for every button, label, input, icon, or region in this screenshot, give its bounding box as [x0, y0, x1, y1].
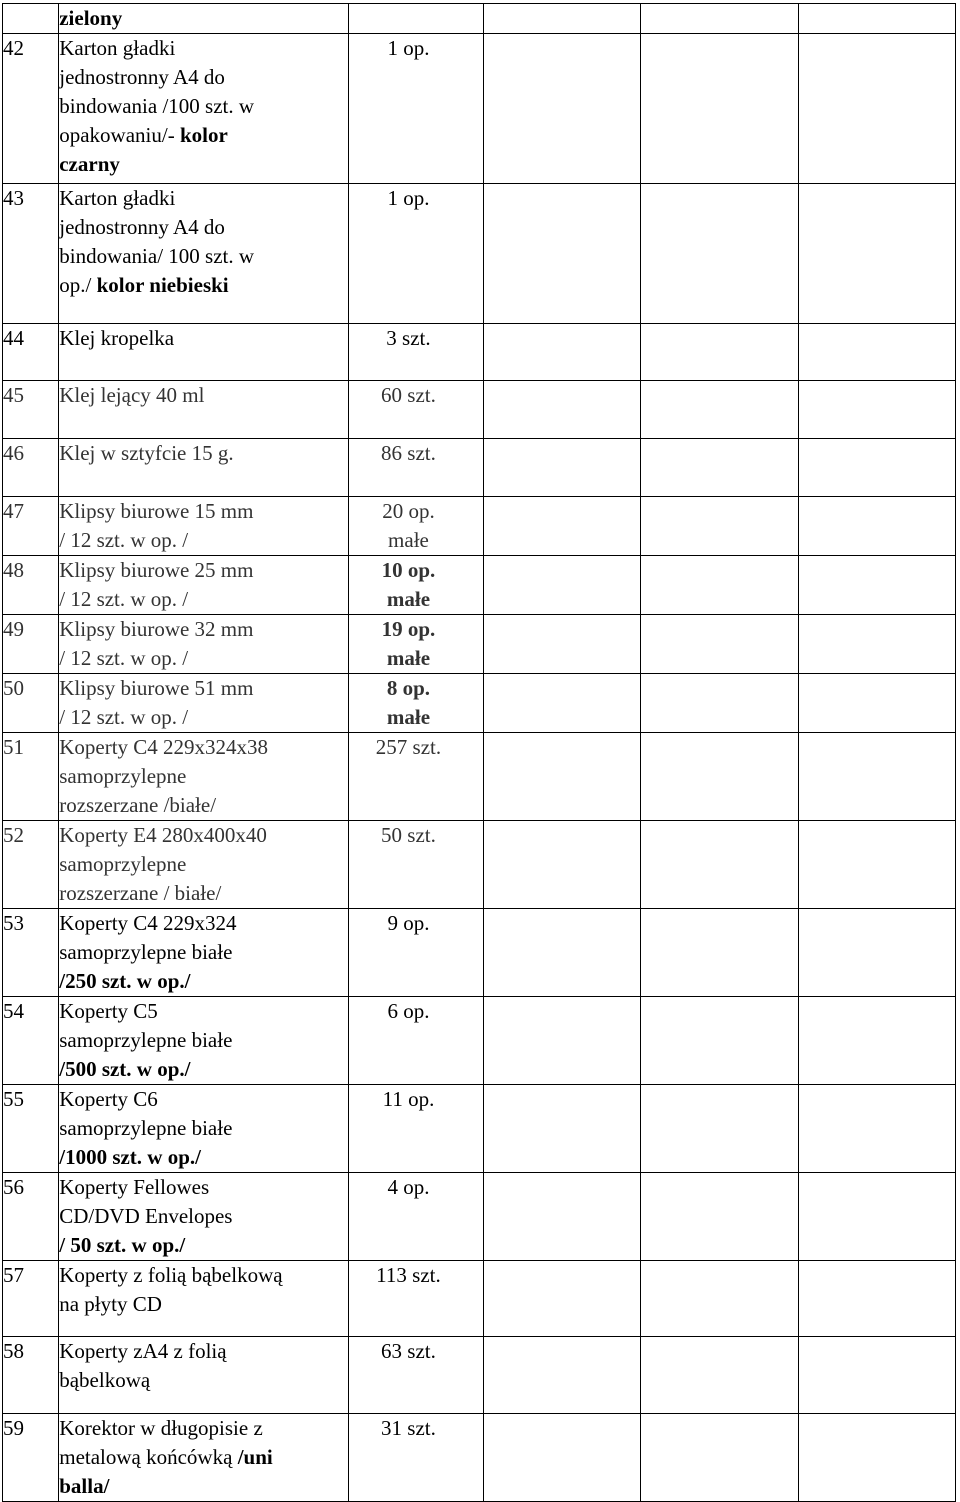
empty-cell — [484, 184, 641, 324]
quantity-line: 63 szt. — [381, 1339, 436, 1363]
item-name-line: / 12 szt. w op. / — [59, 587, 189, 611]
item-name-cell — [59, 909, 349, 997]
quantity-line: 60 szt. — [381, 383, 436, 407]
item-name-cell — [59, 497, 349, 556]
item-name-line: rozszerzane / białe/ — [59, 881, 222, 905]
item-name-line: Koperty E4 280x400x40 — [59, 823, 267, 847]
table-row — [3, 1414, 956, 1502]
row-number-cell — [3, 997, 59, 1085]
row-number-cell — [3, 381, 59, 439]
empty-cell — [484, 439, 641, 497]
item-name-cell — [59, 674, 349, 733]
empty-cell — [641, 821, 798, 909]
item-name-line: samoprzylepne — [59, 764, 187, 788]
item-name-line: op./ kolor niebieski — [59, 273, 229, 297]
empty-cell — [484, 556, 641, 615]
empty-cell — [641, 674, 798, 733]
table-row — [3, 556, 956, 615]
empty-cell — [798, 439, 955, 497]
empty-cell — [798, 821, 955, 909]
item-name-line: / 50 szt. w op./ — [59, 1233, 186, 1257]
item-name-cell — [59, 997, 349, 1085]
quantity-cell — [348, 1261, 483, 1337]
item-name-line: Klej lejący 40 ml — [59, 383, 205, 407]
table-row — [3, 909, 956, 997]
quantity-cell — [348, 4, 483, 34]
item-name-cell — [59, 556, 349, 615]
item-name-line: samoprzylepne białe — [59, 1028, 233, 1052]
quantity-line: małe — [386, 646, 431, 670]
empty-cell — [484, 1337, 641, 1414]
quantity-line: 86 szt. — [381, 441, 436, 465]
row-number-cell — [3, 497, 59, 556]
quantity-cell — [348, 909, 483, 997]
table-row — [3, 1173, 956, 1261]
table-row — [3, 733, 956, 821]
row-number-cell — [3, 1261, 59, 1337]
quantity-line: 11 op. — [382, 1087, 435, 1111]
quantity-line: 257 szt. — [375, 735, 442, 759]
row-number-cell — [3, 733, 59, 821]
item-name-line: opakowaniu/- kolor — [59, 123, 228, 147]
empty-cell — [798, 381, 955, 439]
item-name-line: jednostronny A4 do — [59, 65, 225, 89]
table-row — [3, 615, 956, 674]
item-name-line: /500 szt. w op./ — [59, 1057, 191, 1081]
empty-cell — [641, 909, 798, 997]
empty-cell — [798, 4, 955, 34]
item-name-line: samoprzylepne białe — [59, 1116, 233, 1140]
empty-cell — [641, 4, 798, 34]
row-number: 42 — [3, 36, 24, 60]
item-name-line: / 12 szt. w op. / — [59, 528, 189, 552]
item-name-cell — [59, 1414, 349, 1502]
row-number: 50 — [3, 676, 24, 700]
row-number: 59 — [3, 1416, 24, 1440]
quantity-cell — [348, 34, 483, 184]
quantity-cell — [348, 1414, 483, 1502]
row-number: 43 — [3, 186, 24, 210]
item-name-cell — [59, 1261, 349, 1337]
item-name-line: metalową końcówką /uni — [59, 1445, 273, 1469]
row-number-cell — [3, 1085, 59, 1173]
quantity-line: małe — [386, 705, 431, 729]
table-row — [3, 674, 956, 733]
item-name-line: Koperty C4 229x324x38 — [59, 735, 269, 759]
item-name-line: rozszerzane /białe/ — [59, 793, 217, 817]
empty-cell — [484, 324, 641, 381]
item-name-cell — [59, 1085, 349, 1173]
row-number-cell — [3, 4, 59, 34]
empty-cell — [641, 997, 798, 1085]
item-name-line: Klej w sztyfcie 15 g. — [59, 441, 234, 465]
row-number: 54 — [3, 999, 24, 1023]
quantity-cell — [348, 1337, 483, 1414]
quantity-cell — [348, 439, 483, 497]
item-name-line: Koperty z folią bąbelkową — [59, 1263, 283, 1287]
empty-cell — [641, 34, 798, 184]
quantity-line: 113 szt. — [376, 1263, 441, 1287]
item-name-line: CD/DVD Envelopes — [59, 1204, 233, 1228]
empty-cell — [798, 184, 955, 324]
quantity-line: małe — [388, 528, 429, 552]
empty-cell — [641, 1337, 798, 1414]
quantity-cell — [348, 1173, 483, 1261]
row-number: 48 — [3, 558, 24, 582]
empty-cell — [798, 1337, 955, 1414]
empty-cell — [641, 556, 798, 615]
row-number: 55 — [3, 1087, 24, 1111]
empty-cell — [484, 615, 641, 674]
empty-cell — [484, 1173, 641, 1261]
quantity-cell — [348, 556, 483, 615]
row-number-cell — [3, 909, 59, 997]
empty-cell — [641, 615, 798, 674]
table-row — [3, 1261, 956, 1337]
row-number-cell — [3, 324, 59, 381]
row-number-cell — [3, 821, 59, 909]
table-row — [3, 1085, 956, 1173]
item-name-line: Klipsy biurowe 32 mm — [59, 617, 254, 641]
quantity-cell — [348, 821, 483, 909]
item-name-cell — [59, 439, 349, 497]
quantity-line: 8 op. — [386, 676, 431, 700]
item-name-line: Koperty C6 — [59, 1087, 158, 1111]
item-name-line: balla/ — [59, 1474, 110, 1498]
item-name-cell — [59, 4, 349, 34]
row-number: 46 — [3, 441, 24, 465]
empty-cell — [798, 34, 955, 184]
item-name-line: czarny — [59, 152, 120, 176]
quantity-line: 31 szt. — [381, 1416, 436, 1440]
quantity-line: 1 op. — [387, 36, 430, 60]
item-name-cell — [59, 615, 349, 674]
quantity-line: 9 op. — [387, 911, 430, 935]
empty-cell — [798, 909, 955, 997]
table-row — [3, 381, 956, 439]
table-row — [3, 4, 956, 34]
table-row — [3, 439, 956, 497]
row-number-cell — [3, 674, 59, 733]
quantity-line: 1 op. — [387, 186, 430, 210]
items-table — [2, 3, 956, 1502]
row-number: 53 — [3, 911, 24, 935]
empty-cell — [798, 1414, 955, 1502]
item-name-cell — [59, 733, 349, 821]
empty-cell — [798, 556, 955, 615]
quantity-cell — [348, 733, 483, 821]
empty-cell — [641, 184, 798, 324]
empty-cell — [798, 1085, 955, 1173]
table-row — [3, 184, 956, 324]
row-number-cell — [3, 1173, 59, 1261]
row-number: 57 — [3, 1263, 24, 1287]
row-number-cell — [3, 556, 59, 615]
item-name-line: Karton gładki — [59, 186, 176, 210]
item-name-line: bąbelkową — [59, 1368, 151, 1392]
row-number-cell — [3, 615, 59, 674]
item-name-line: Karton gładki — [59, 36, 176, 60]
table-row — [3, 1337, 956, 1414]
empty-cell — [484, 497, 641, 556]
quantity-line: 3 szt. — [386, 326, 431, 350]
item-name-cell — [59, 184, 349, 324]
item-name-line: samoprzylepne — [59, 852, 187, 876]
empty-cell — [798, 1261, 955, 1337]
empty-cell — [641, 1414, 798, 1502]
empty-cell — [484, 674, 641, 733]
row-number: 47 — [3, 499, 24, 523]
row-number-cell — [3, 1337, 59, 1414]
table-row — [3, 34, 956, 184]
empty-cell — [641, 1085, 798, 1173]
quantity-cell — [348, 497, 483, 556]
empty-cell — [641, 381, 798, 439]
table-row — [3, 997, 956, 1085]
item-name-line: Korektor w długopisie z — [59, 1416, 263, 1440]
item-name-line: jednostronny A4 do — [59, 215, 225, 239]
row-number: 49 — [3, 617, 24, 641]
empty-cell — [641, 1261, 798, 1337]
row-number-cell — [3, 439, 59, 497]
empty-cell — [641, 1173, 798, 1261]
empty-cell — [641, 733, 798, 821]
row-number-cell — [3, 184, 59, 324]
empty-cell — [798, 733, 955, 821]
item-name-line: samoprzylepne białe — [59, 940, 233, 964]
item-name-cell — [59, 821, 349, 909]
empty-cell — [484, 821, 641, 909]
empty-cell — [484, 34, 641, 184]
empty-cell — [798, 324, 955, 381]
quantity-line: 6 op. — [387, 999, 430, 1023]
empty-cell — [484, 1085, 641, 1173]
item-name-line: /1000 szt. w op./ — [59, 1145, 201, 1169]
item-name-cell — [59, 1337, 349, 1414]
item-name-line: bindowania /100 szt. w — [59, 94, 255, 118]
item-name-cell — [59, 324, 349, 381]
item-name-line: / 12 szt. w op. / — [59, 705, 189, 729]
quantity-cell — [348, 1085, 483, 1173]
item-name-line: / 12 szt. w op. / — [59, 646, 189, 670]
table-row — [3, 821, 956, 909]
item-name-line: Koperty C5 — [59, 999, 158, 1023]
empty-cell — [641, 439, 798, 497]
empty-cell — [641, 497, 798, 556]
empty-cell — [798, 497, 955, 556]
row-number-cell — [3, 34, 59, 184]
empty-cell — [484, 733, 641, 821]
empty-cell — [798, 615, 955, 674]
row-number: 44 — [3, 326, 24, 350]
item-name-line: Klipsy biurowe 25 mm — [59, 558, 254, 582]
quantity-line: 20 op. — [382, 499, 435, 523]
quantity-cell — [348, 324, 483, 381]
quantity-line: 50 szt. — [381, 823, 436, 847]
empty-cell — [484, 997, 641, 1085]
empty-cell — [484, 381, 641, 439]
item-name-line: /250 szt. w op./ — [59, 969, 191, 993]
empty-cell — [798, 1173, 955, 1261]
quantity-cell — [348, 674, 483, 733]
item-name-cell — [59, 1173, 349, 1261]
quantity-cell — [348, 997, 483, 1085]
empty-cell — [484, 1414, 641, 1502]
empty-cell — [798, 674, 955, 733]
empty-cell — [641, 324, 798, 381]
quantity-cell — [348, 615, 483, 674]
item-name-line: Klipsy biurowe 15 mm — [59, 499, 254, 523]
empty-cell — [484, 4, 641, 34]
item-name-line: bindowania/ 100 szt. w — [59, 244, 255, 268]
quantity-line: małe — [386, 587, 431, 611]
item-name-line: Klej kropelka — [59, 326, 175, 350]
row-number-cell — [3, 1414, 59, 1502]
table-row — [3, 324, 956, 381]
item-name-line: Klipsy biurowe 51 mm — [59, 676, 254, 700]
quantity-line: 19 op. — [381, 617, 436, 641]
quantity-line: 4 op. — [387, 1175, 430, 1199]
item-name-line: Koperty C4 229x324 — [59, 911, 237, 935]
row-number: 58 — [3, 1339, 24, 1363]
item-name-line: Koperty zA4 z folią — [59, 1339, 227, 1363]
item-name-cell — [59, 381, 349, 439]
top-fragment-text: zielony — [59, 6, 123, 30]
quantity-cell — [348, 184, 483, 324]
row-number: 56 — [3, 1175, 24, 1199]
row-number: 52 — [3, 823, 24, 847]
empty-cell — [798, 997, 955, 1085]
quantity-cell — [348, 381, 483, 439]
table-row — [3, 497, 956, 556]
quantity-line: 10 op. — [381, 558, 436, 582]
item-name-line: Koperty Fellowes — [59, 1175, 210, 1199]
item-name-line: na płyty CD — [59, 1292, 162, 1316]
row-number: 51 — [3, 735, 24, 759]
empty-cell — [484, 1261, 641, 1337]
item-name-cell — [59, 34, 349, 184]
empty-cell — [484, 909, 641, 997]
row-number: 45 — [3, 383, 24, 407]
